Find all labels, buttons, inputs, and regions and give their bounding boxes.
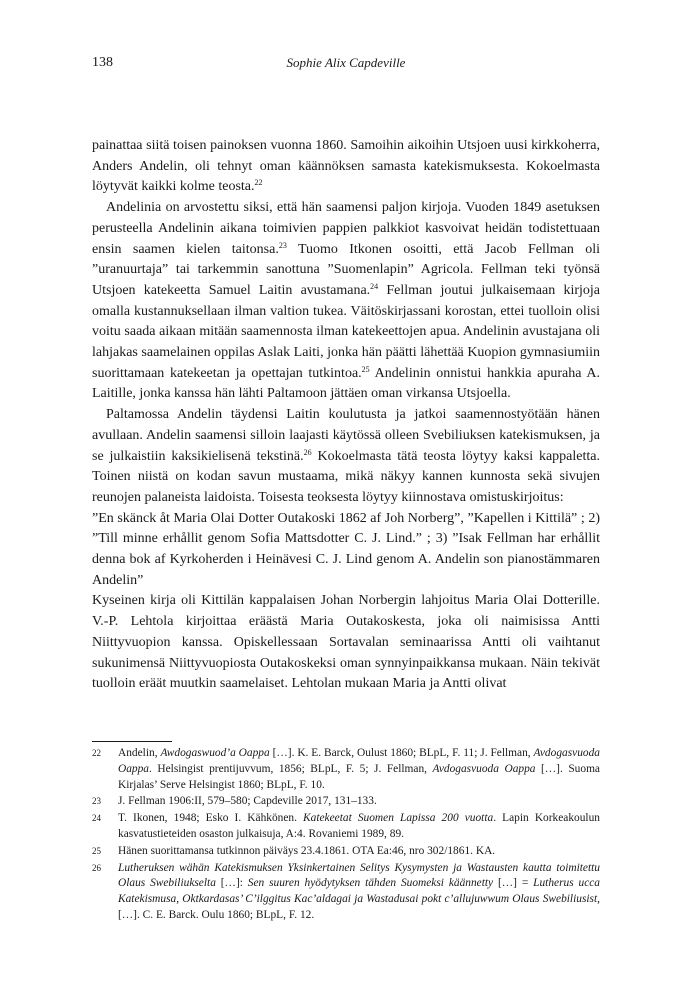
footnote-23 (92, 794, 600, 810)
footnote-25 (92, 844, 600, 860)
footnote-title: Lutheruksen wähän Katekismuksen Yksinkertainen Selitys Kysymysten ja Wastausten kautta toimitettu Olaus Swebiliukselta (118, 861, 600, 890)
block-quote: ”En skänck åt Maria Olai Dotter Outakoski 1862 af Joh Norberg”, ”Kapellen i Kittilä” ; 2) ”Till minne erhållit genom Sofia Mattsdotter C. J. Lind.” ; 3) ”Isak Fellman har erhållit denna bok af Kyrkoherden i Heinävesi C. J. Lind genom A. Andelin son pianostämmaren Andelin” (92, 510, 600, 588)
paragraph-2-text-a: Andelinia on arvostettu siksi, että hän saamensi paljon kirjoja. Vuoden 1849 asetuksen perusteella Andelinin aikana toimivien pappien palkkiot kasvoivat heidän todistettuaan ensin saamen kielen taitonsa. (92, 200, 600, 257)
footnote-number: 25 (92, 845, 101, 856)
footnotes (92, 746, 600, 925)
footnote-text-part: . Helsingist prentijuvvum, 1856; BLpL, F. 5; J. Fellman, (149, 762, 433, 775)
footnote-title: Sen suuren hyödytyksen tähden Suomeksi käännetty (247, 877, 494, 890)
footnote-text (118, 861, 600, 924)
main-text (92, 136, 600, 695)
paragraph-1 (92, 136, 600, 198)
footnote-number: 22 (92, 748, 101, 758)
footnote-number: 23 (92, 796, 101, 807)
footnote-title: Katekeetat Suomen Lapissa 200 vuotta (303, 812, 494, 825)
footnote-text-part: […]. Suoma Kirjalas’ Serve Helsingist 1860; BLpL, F. 10. (118, 762, 600, 791)
footnote-ref-25: 25 (361, 364, 370, 374)
running-title: Sophie Alix Capdeville (286, 55, 406, 70)
footnote-26 (92, 861, 600, 924)
paragraph-3-text-a: Paltamossa Andelin täydensi Laitin koulutusta ja jatkoi saamennostyötään hänen avullaan. Andelin saamensi silloin laajasti käytössä olleen Svebiliuksen katekismuksen, ja se julkaistiin kaksikielisenä tekstinä. (92, 407, 600, 464)
page-header (92, 55, 600, 75)
footnote-text (118, 811, 600, 843)
footnote-number: 24 (92, 813, 101, 824)
footnote-title: Awdogaswuod’a Oappa (160, 747, 270, 759)
footnote-ref-22: 22 (254, 178, 263, 188)
paragraph-3 (92, 405, 600, 509)
footnote-text-part: T. Ikonen, 1948; Esko I. Kähkönen. (118, 812, 304, 825)
footnote-number: 26 (92, 862, 101, 873)
footnote-22 (92, 746, 600, 793)
footnote-text (118, 746, 600, 793)
paragraph-2-text-d: Andelinin onnistui hankkia apuraha A. Laitille, jonka kanssa hän lähti Paltamoon jättäen oman virkansa Utsjoella. (92, 365, 600, 402)
footnote-title: Avdogasvuoda Oappa (432, 762, 536, 775)
footnote-ref-26: 26 (303, 447, 312, 457)
paragraph-2 (92, 198, 600, 405)
footnote-text-part: Andelin, (118, 747, 161, 759)
footnote-text-part: . Lapin Korkeakoulun kasvatustieteiden osaston julkaisuja, A:4. Rovaniemi 1989, 89. (118, 812, 600, 840)
footnote-text-part: […]. C. E. Barck. Oulu 1860; BLpL, F. 12. (118, 908, 315, 921)
footnote-text-part: […]. K. E. Barck, Oulust 1860; BLpL, F. 11; J. Fellman, (269, 747, 534, 759)
paragraph-3-text-b: Kokoelmasta tätä teosta löytyy kaksi kappaletta. Toinen niistä on kodan savun mustaama, mikä näkyy kannen kunnosta sekä sivujen reunojen palaneista laidoista. Toisesta teoksesta löytyy kiinnostava omistuskirjoitus: (92, 448, 600, 505)
footnote-separator (92, 741, 172, 742)
paragraph-2-text-c: Fellman joutui julkaisemaan kirjoja omalla kustannuksellaan ilman valtion tukea. Väitöskirjassani korostan, ettei tuolloin olisi voitu saada aikaan mitään saamennosta ilman katekeettojen apua. Andelinin avustajana oli lahjakas saamelainen oppilas Aslak Laiti, jonka hän päätti lähettää Kuopion gymnasiumiin suorittamaan katekeetan ja opettajan tutkintoa. (92, 282, 600, 381)
paragraph-1-text: painattaa siitä toisen painoksen vuonna 1860. Samoihin aikoihin Utsjoen uusi kirkkoherra, Anders Andelin, oli tehnyt oman käännöksen samasta katekismuksesta. Kokoelmasta löytyvät kaikki kolme teosta. (92, 138, 600, 195)
footnote-text: J. Fellman 1906:II, 579–580; Capdeville 2017, 131–133. (118, 795, 377, 808)
footnote-title: Avdogasvuoda Oappa (118, 747, 600, 775)
footnote-ref-24: 24 (370, 281, 379, 291)
footnote-text-part: […] = (493, 877, 534, 890)
paragraph-2-text-b: Tuomo Itkonen osoitti, että Jacob Fellman oli ”uranuurtaja” tai tarkemmin sanottuna ”Suomenlapin” Agricola. Fellman teki työnsä Utsjoen katekeetta Samuel Laitin avustamana. (92, 241, 600, 298)
footnote-text-part: […]: (215, 877, 248, 890)
footnote-title: Lutherus ucca Katekismusa, Oktkardasas’ C’ilggitus Kac’aldagai ja Wastadusai pokt c’allujuwwum Olaus Swebiliusist, (118, 877, 601, 906)
paragraph-4: Kyseinen kirja oli Kittilän kappalaisen Johan Norbergin lahjoitus Maria Olai Dotterille. V.-P. Lehtola kirjoittaa eräästä Maria Outakoskesta, joka oli naimisissa Antti Niittyvuopion kanssa. Opiskellessaan Sortavalan seminaarissa Antti oli vaihtanut sukunimensä Niittyvuopiosta Outakoskeksi oman synnyinpaikkansa mukaan. Näin tekivät tuolloin eräät muutkin saamelaiset. Lehtolan mukaan Maria ja Antti olivat (92, 593, 600, 692)
page-number: 138 (92, 55, 113, 70)
footnote-ref-23: 23 (278, 240, 287, 250)
footnote-24 (92, 811, 600, 843)
footnote-text: Hänen suorittamansa tutkinnon päiväys 23.4.1861. OTA Ea:46, nro 302/1861. KA. (118, 844, 496, 857)
